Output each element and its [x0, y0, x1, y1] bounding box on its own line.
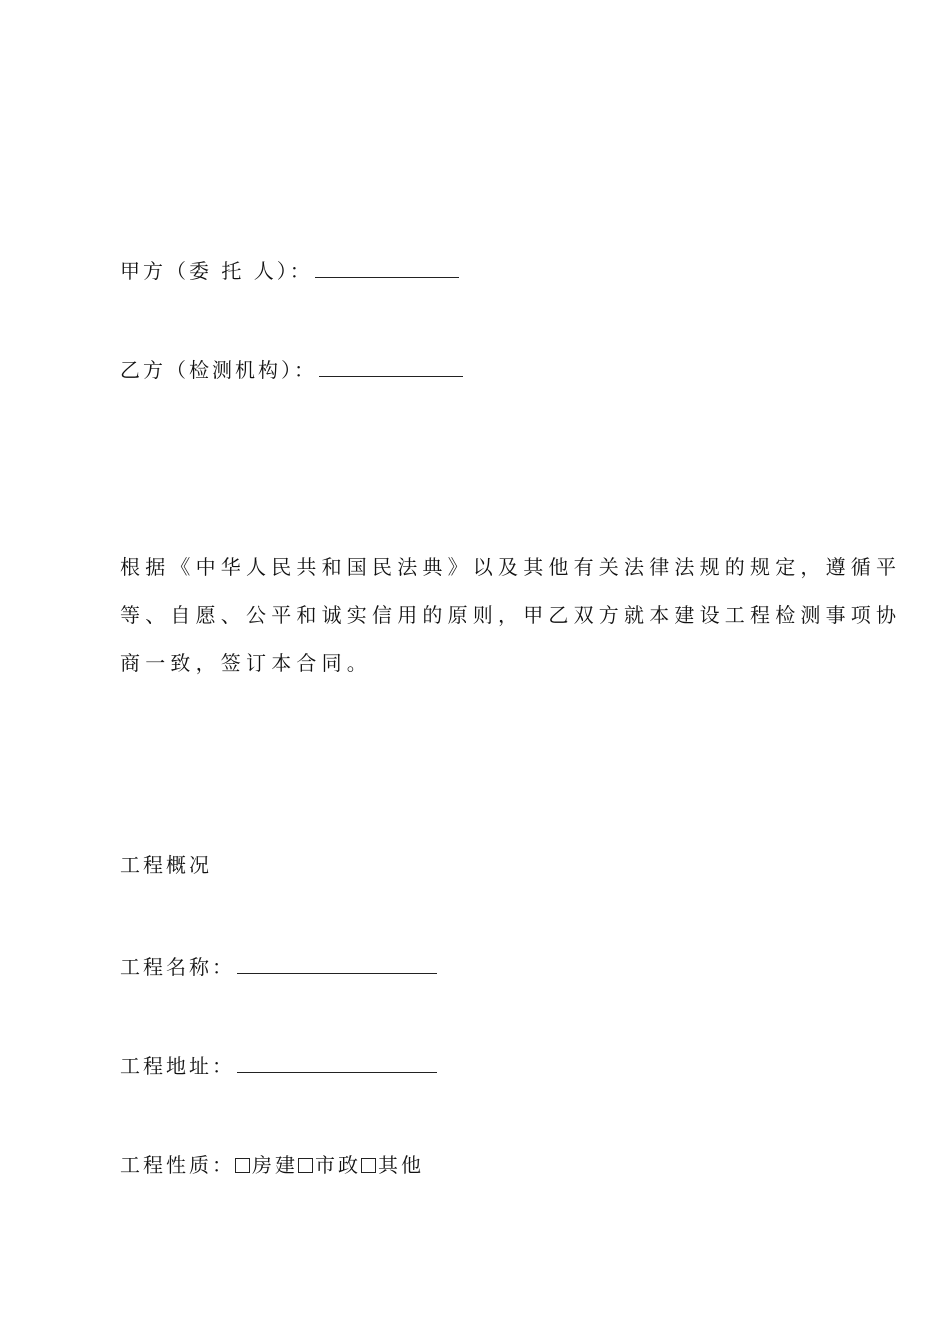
checkbox-housing[interactable] — [235, 1158, 250, 1173]
project-nature-line — [120, 1151, 424, 1179]
party-b-line — [120, 356, 463, 384]
party-a-blank[interactable] — [315, 261, 459, 278]
preamble-line: 商一致，签订本合同。 — [120, 651, 372, 675]
option-other-label: 其他 — [378, 1153, 424, 1177]
project-address-line — [120, 1052, 437, 1080]
party-b-blank[interactable] — [319, 360, 463, 377]
project-name-label: 工程名称： — [120, 955, 235, 979]
preamble-line: 根据《中华人民共和国民法典》以及其他有关法律法规的规定，遵循平 — [120, 555, 902, 579]
project-address-blank[interactable] — [237, 1056, 437, 1073]
option-municipal-label: 市政 — [315, 1153, 361, 1177]
preamble-line: 等、自愿、公平和诚实信用的原则，甲乙双方就本建设工程检测事项协 — [120, 603, 902, 627]
option-housing-label: 房建 — [252, 1153, 298, 1177]
preamble-paragraph — [120, 543, 902, 687]
project-address-label: 工程地址： — [120, 1054, 235, 1078]
checkbox-other[interactable] — [361, 1158, 376, 1173]
party-b-label: 乙方（检测机构）： — [120, 358, 317, 382]
section-heading: 工程概况 — [120, 853, 212, 877]
party-a-label: 甲方（委 托 人）： — [120, 259, 313, 283]
project-name-blank[interactable] — [237, 957, 437, 974]
party-a-line — [120, 257, 459, 285]
project-name-line — [120, 953, 437, 981]
project-nature-label: 工程性质： — [120, 1153, 235, 1177]
checkbox-municipal[interactable] — [298, 1158, 313, 1173]
